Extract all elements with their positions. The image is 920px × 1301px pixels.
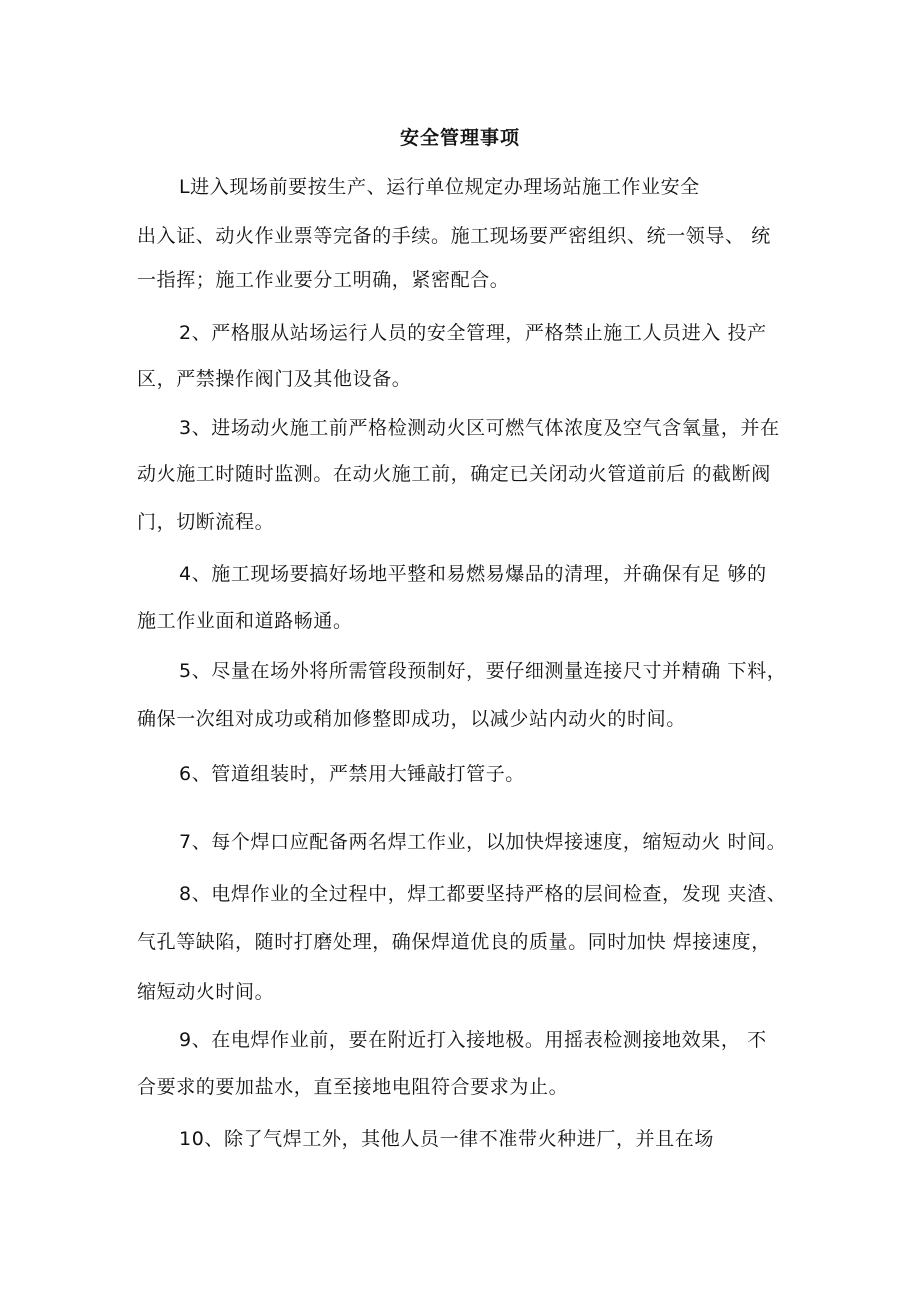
text-line: L进入现场前要按生产、运行单位规定办理场站施工作业安全	[179, 176, 700, 198]
text-line: 7、每个焊口应配备两名焊工作业，以加快焊接速度，缩短动火 时间。	[179, 831, 787, 853]
text-line: 6、管道组装时，严禁用大锤敲打管子。	[179, 763, 525, 785]
text-line: 10、除了气焊工外，其他人员一律不准带火种进厂，并且在场	[179, 1128, 714, 1150]
text-line: 施工作业面和道路畅通。	[137, 610, 353, 632]
text-line: 8、电焊作业的全过程中，焊工都要坚持严格的层间检查，发现 夹渣、	[179, 883, 787, 905]
text-line: 合要求的要加盐水，直至接地电阻符合要求为止。	[137, 1076, 569, 1098]
text-line: 动火施工时随时监测。在动火施工前，确定已关闭动火管道前后 的截断阀	[137, 463, 771, 485]
text-line: 一指挥；施工作业要分工明确，紧密配合。	[137, 269, 510, 291]
text-line: 门，切断流程。	[137, 511, 275, 533]
text-line: 出入证、动火作业票等完备的手续。施工现场要严密组织、统一领导、 统	[137, 225, 771, 247]
text-line: 缩短动火时间。	[137, 981, 275, 1003]
text-line: 3、进场动火施工前严格检测动火区可燃气体浓度及空气含氧量，并在	[179, 417, 780, 439]
text-line: 确保一次组对成功或稍加修整即成功，以减少站内动火的时间。	[137, 708, 686, 730]
document-title: 安全管理事项	[399, 127, 520, 149]
text-line: 4、施工现场要搞好场地平整和易燃易爆品的清理，并确保有足 够的	[179, 563, 767, 585]
text-line: 9、在电焊作业前，要在附近打入接地极。用摇表检测接地效果， 不	[179, 1029, 767, 1051]
text-line: 气孔等缺陷，随时打磨处理，确保焊道优良的质量。同时加快 焊接速度，	[137, 931, 771, 953]
text-line: 区，严禁操作阀门及其他设备。	[137, 368, 412, 390]
text-line: 2、严格服从站场运行人员的安全管理，严格禁止施工人员进入 投产	[179, 322, 767, 344]
text-line: 5、尽量在场外将所需管段预制好，要仔细测量连接尺寸并精确 下料，	[179, 660, 787, 682]
